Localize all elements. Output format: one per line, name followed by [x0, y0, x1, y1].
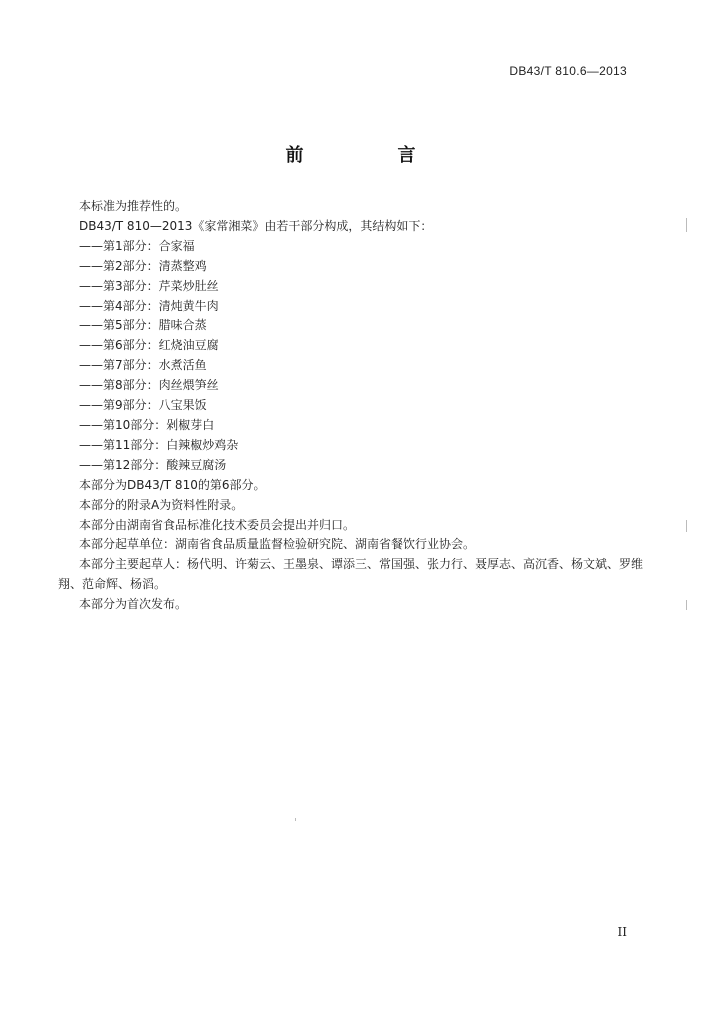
part-item: ——第6部分：红烧油豆腐 [79, 338, 219, 353]
part-item: ——第1部分：合家福 [79, 238, 195, 253]
part-item: ——第3部分：芹菜炒肚丝 [79, 278, 219, 293]
part-item: ——第5部分：腊味合蒸 [79, 318, 207, 333]
foreword-body [58, 197, 658, 615]
structure-intro: DB43/T 810—2013《家常湘菜》由若干部分构成，其结构如下： [79, 218, 433, 233]
appendix-statement: 本部分的附录A为资料性附录。 [79, 497, 244, 512]
drafters-statement: 本部分主要起草人：杨代明、许菊云、王墨泉、谭添三、常国强、张力行、聂厚志、高沉香、杨文斌、罗维翔、范命辉、杨滔。 [58, 557, 644, 592]
page-number: II [617, 925, 627, 939]
first-release-statement: 本部分为首次发布。 [79, 597, 188, 612]
proposer-statement: 本部分由湖南省食品标准化技术委员会提出并归口。 [79, 517, 356, 532]
scan-mark [686, 218, 687, 232]
scan-mark [686, 600, 687, 610]
page-title: 前 言 [285, 145, 454, 166]
part-item: ——第10部分：剁椒芽白 [79, 417, 215, 432]
part-item: ——第12部分：酸辣豆腐汤 [79, 457, 227, 472]
part-item: ——第4部分：清炖黄牛肉 [79, 298, 219, 313]
part-item: ——第2部分：清蒸整鸡 [79, 258, 207, 273]
document-code: DB43/T 810.6—2013 [509, 64, 627, 78]
part-item: ——第9部分：八宝果饭 [79, 398, 207, 413]
part-item: ——第7部分：水煮活鱼 [79, 358, 207, 373]
drafting-units-statement: 本部分起草单位：湖南省食品质量监督检验研究院、湖南省餐饮行业协会。 [79, 537, 476, 552]
intro-paragraph: 本标准为推荐性的。 [79, 199, 188, 213]
part-item: ——第11部分：白辣椒炒鸡杂 [79, 437, 239, 452]
scan-mark [295, 818, 296, 821]
part-number-statement: 本部分为DB43/T 810的第6部分。 [79, 477, 266, 492]
scan-mark [686, 520, 687, 532]
part-item: ——第8部分：肉丝煨笋丝 [79, 378, 219, 393]
